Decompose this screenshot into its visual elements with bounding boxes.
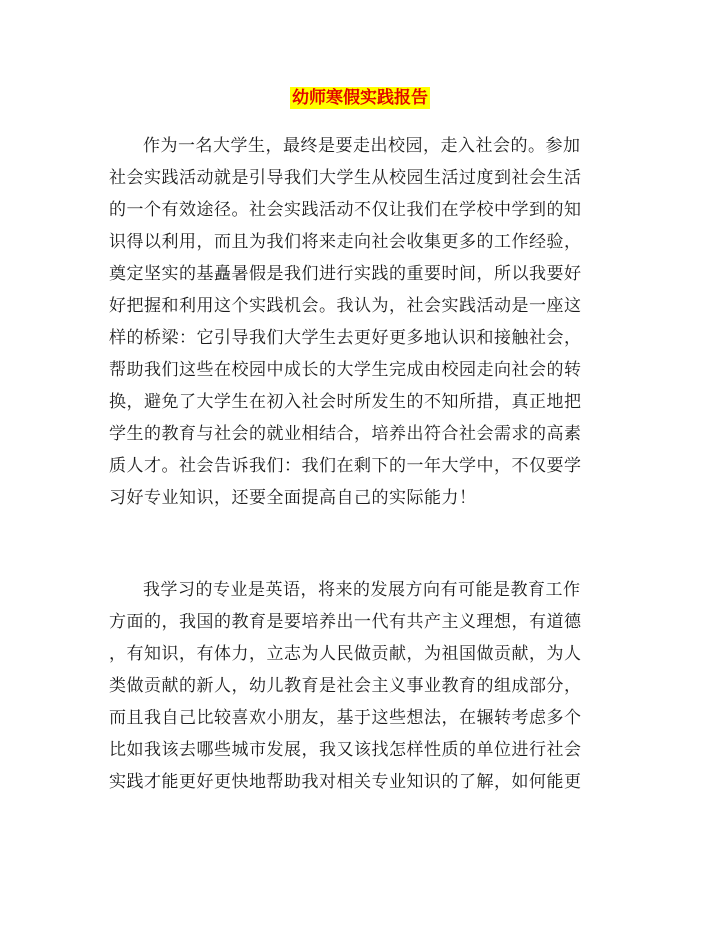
text-line: 的一个有效途径。社会实践活动不仅让我们在学校中学到的知	[109, 200, 582, 220]
text-line: 类做贡献的新人，幼儿教育是社会主义事业教育的组成部分，	[109, 676, 582, 696]
text-line: 好把握和利用这个实践机会。我认为，社会实践活动是一座这	[109, 296, 582, 316]
text-line: 质人才。社会告诉我们：我们在剩下的一年大学中，不仅要学	[109, 456, 582, 476]
text-line: 样的桥梁：它引导我们大学生去更好更多地认识和接触社会，	[109, 328, 582, 348]
text-line: 帮助我们这些在校园中成长的大学生完成由校园走向社会的转	[109, 360, 582, 380]
text-line: 学生的教育与社会的就业相结合，培养出符合社会需求的高素	[109, 424, 582, 444]
paragraph-1	[109, 130, 613, 514]
text-line: 换，避免了大学生在初入社会时所发生的不知所措，真正地把	[109, 392, 582, 412]
text-line: 方面的，我国的教育是要培养出一代有共产主义理想，有道德	[109, 612, 582, 632]
text-line: 作为一名大学生，最终是要走出校园，走入社会的。参加	[143, 136, 581, 156]
title-container	[0, 87, 720, 109]
paragraph-2	[109, 574, 613, 798]
document-title: 幼师寒假实践报告	[292, 88, 428, 108]
text-line: 识得以利用，而且为我们将来走向社会收集更多的工作经验，	[109, 232, 582, 252]
text-line: 而且我自己比较喜欢小朋友，基于这些想法，在辗转考虑多个	[109, 708, 582, 728]
text-line: 奠定坚实的基矗暑假是我们进行实践的重要时间，所以我要好	[109, 264, 582, 284]
text-line: 比如我该去哪些城市发展，我又该找怎样性质的单位进行社会	[109, 740, 582, 760]
text-line: ，有知识，有体力，立志为人民做贡献，为祖国做贡献，为人	[109, 644, 582, 664]
text-line: 我学习的专业是英语，将来的发展方向有可能是教育工作	[143, 580, 581, 600]
text-line: 社会实践活动就是引导我们大学生从校园生活过度到社会生活	[109, 168, 582, 188]
text-line: 习好专业知识，还要全面提高自己的实际能力！	[109, 488, 477, 508]
text-line: 实践才能更好更快地帮助我对相关专业知识的了解，如何能更	[109, 772, 582, 792]
